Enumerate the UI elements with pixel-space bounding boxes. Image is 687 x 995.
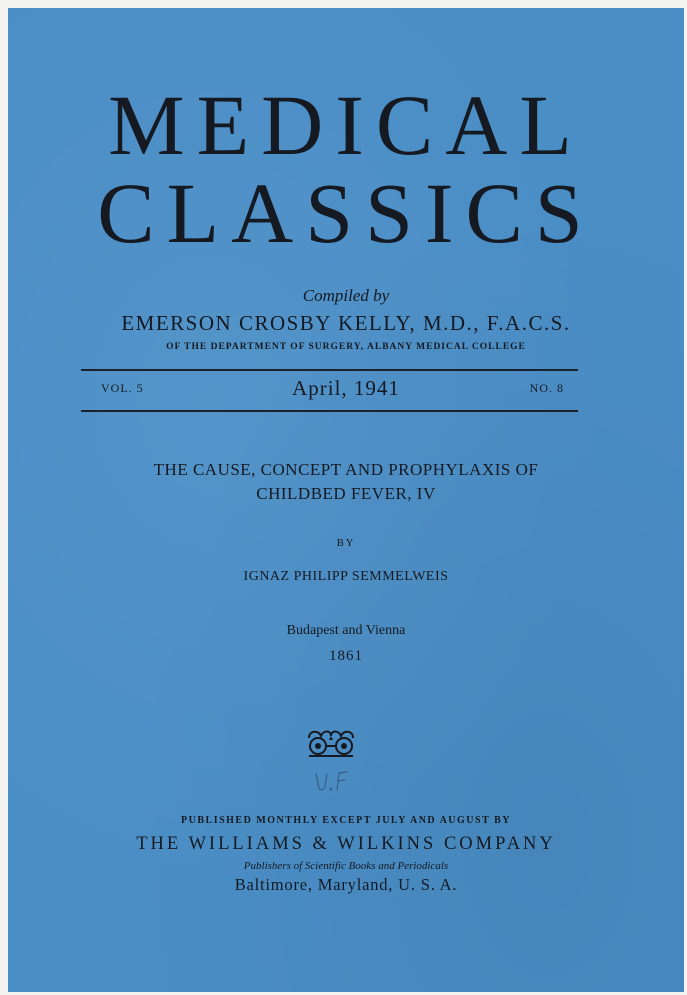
issue-number: NO. 8 — [529, 381, 564, 395]
handwritten-initials-mark — [310, 768, 358, 796]
editor-department: OF THE DEPARTMENT OF SURGERY, ALBANY MEDICAL COLLEGE — [166, 342, 526, 352]
work-title-line1: THE CAUSE, CONCEPT AND PROPHYLAXIS OF — [153, 460, 539, 479]
publisher-location: Baltimore, Maryland, U. S. A. — [234, 875, 458, 894]
ww-printers-device-icon — [305, 728, 357, 760]
publisher-name: THE WILLIAMS & WILKINS COMPANY — [136, 834, 556, 854]
publication-place: Budapest and Vienna — [286, 623, 406, 638]
top-rule — [81, 369, 578, 371]
work-title-line2: CHILDBED FEVER, IV — [256, 484, 436, 503]
by-label: BY — [336, 538, 356, 549]
compiled-by-label: Compiled by — [302, 286, 390, 305]
editor-name: EMERSON CROSBY KELLY, M.D., F.A.C.S. — [121, 311, 571, 335]
work-author: IGNAZ PHILIPP SEMMELWEIS — [243, 569, 449, 584]
journal-title-line2: CLASSICS — [97, 165, 595, 261]
publication-note: PUBLISHED MONTHLY EXCEPT JULY AND AUGUST BY — [181, 815, 511, 826]
journal-cover — [8, 8, 684, 992]
issue-date: April, 1941 — [292, 376, 400, 400]
bottom-rule — [81, 410, 578, 412]
volume-label: VOL. 5 — [101, 381, 144, 395]
journal-title-line1: MEDICAL — [108, 77, 584, 173]
publisher-subtitle: Publishers of Scientific Books and Periodicals — [243, 860, 449, 872]
publication-year: 1861 — [329, 648, 363, 664]
